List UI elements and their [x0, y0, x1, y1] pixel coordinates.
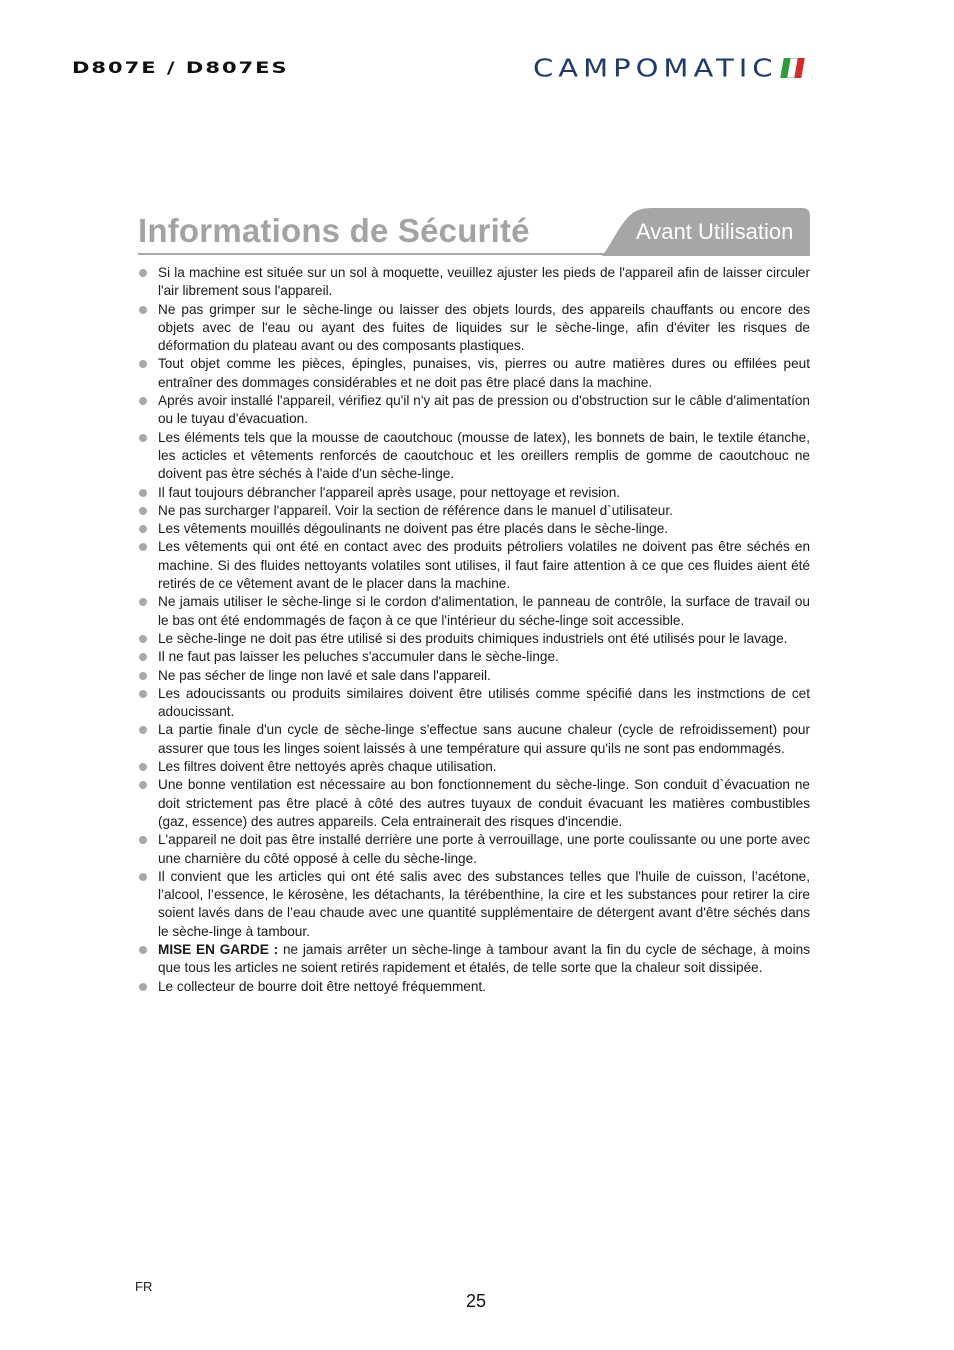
list-item	[138, 392, 810, 429]
list-item	[138, 484, 810, 502]
list-item-text: Ne pas surcharger l'appareil. Voir la section de référence dans le manuel d`utilisateur.	[158, 502, 673, 518]
model-number: D807E / D807ES	[72, 58, 289, 77]
bullet-icon	[139, 306, 147, 314]
bullet-icon	[139, 269, 147, 277]
bullet-icon	[139, 525, 147, 533]
list-item-text: Si la machine est située sur un sol à moquette, veuillez ajuster les pieds de l'appareil afin de laisser circuler l'air librement sous l'appareil.	[158, 265, 810, 299]
language-code: FR	[135, 1279, 153, 1294]
list-item-text: Le sèche-linge ne doit pas étre utilisé si des produits chimiques industriels ont été utilisés pour le lavage.	[158, 630, 788, 646]
warning-text: ne jamais arrêter un sèche-linge à tambour avant la fin du cycle de séchage, à moins que tous les articles ne soient retirés rapidement et étalés, de telle sorte que la chaleur soit dissipée.	[158, 941, 810, 976]
list-item-text: La partie finale d'un cycle de sèche-linge s'effectue sans aucune chaleur (cycle de refroidissement) pour assurer que tous les linges soient laissés à une température qui assure qu'ils ne sont pas endommagés.	[158, 722, 810, 756]
page-number: 25	[466, 1291, 487, 1311]
list-item	[138, 593, 810, 630]
warning-label: MISE EN GARDE :	[158, 941, 279, 957]
list-item-text: Les éléments tels que la mousse de caoutchouc (mousse de latex), les bonnets de bain, le textile étanche, les acticles et vêtements renforcés de caoutchouc et les oreillers remplis de gomme de caoutchouc ne doivent pas ètre séchés à l'aide d'un sèche-linge.	[158, 429, 810, 482]
warning-item	[138, 941, 810, 978]
section-title: Informations de Sécurité	[138, 212, 530, 249]
bullet-icon	[139, 598, 147, 606]
bullet-icon	[139, 836, 147, 844]
italian-flag-icon	[780, 58, 805, 78]
list-item-text: Les vêtements mouillés dégoulinants ne doivent pas étre placés dans le sèche-linge.	[158, 521, 669, 537]
list-item-text: Aprés avoir installé l'appareil, vérifiez qu'il n'y ait pas de pression ou d'obstruction sur le câble d'alimentatíon ou le tuyau d'évacuation.	[158, 393, 810, 427]
list-item	[138, 301, 810, 356]
list-item-text: Il convient que les articles qui ont été salis avec des substances telles que l'huile de cuisson, l’acétone, l’alcool, l’essence, le kérosène, les détachants, la térébenthine, la cire et les substances pour retirer la cire soient lavés dans de l’eau chaude avec une quantité supplémentaire de détergent avant d'être séchés dans le sèche-linge à tambour.	[158, 868, 810, 939]
list-item	[138, 264, 810, 301]
list-item-text: Ne pas grimper sur le sèche-linge ou laisser des objets lourds, des appareils chauffants ou encore des objets avec de l'eau ou ayant des fuites de liquides sur le sèche-linge, afin d'éviter les risques de déformation du plateau avant ou des composants plastiques.	[158, 301, 810, 354]
brand-name: CAMPOMATIC	[533, 53, 778, 83]
bullet-icon	[139, 397, 147, 405]
bullet-icon	[139, 781, 147, 789]
bullet-icon	[139, 653, 147, 661]
list-item-text: Les vêtements qui ont été en contact avec des produits pétroliers volatiles ne doivent pas être séchés en machine. Si des fluides nettoyants volatiles sont utilises, il faut faire attention à ce que ces fluides aient été retirés de ce vêtement avant de le placer dans la machine.	[158, 539, 810, 592]
bullet-icon	[139, 434, 147, 442]
list-item	[138, 520, 810, 538]
section-header	[138, 208, 810, 258]
section-tab-label: Avant Utilisation	[636, 219, 794, 244]
bullet-icon	[139, 635, 147, 643]
bullet-icon	[139, 543, 147, 551]
bullet-icon	[139, 726, 147, 734]
bullet-icon	[139, 507, 147, 515]
list-item-text: Ne pas sécher de linge non lavé et sale dans l'appareil.	[158, 667, 491, 683]
list-item-text: Les filtres doivent être nettoyés après chaque utilisation.	[158, 759, 497, 775]
list-item-text: Le collecteur de bourre doit être nettoyé fréquemment.	[158, 978, 486, 994]
bullet-icon	[139, 873, 147, 881]
bullet-icon	[139, 360, 147, 368]
list-item	[138, 502, 810, 520]
list-item-text: Tout objet comme les pièces, épingles, punaises, vis, pierres ou autre matières dures ou effilées peut entraîner des dommages considérables et ne doit pas être placé dans la machine.	[158, 356, 810, 390]
list-item-text: Il ne faut pas laisser les peluches s'accumuler dans le sèche-linge.	[158, 649, 559, 665]
list-item-text: Ne jamais utiliser le sèche-linge si le cordon d'alimentation, le panneau de contrôle, la surface de travail ou le bas ont été endommagés de façon à ce que l'intérieur du séche-linge soit accessible.	[158, 594, 810, 628]
list-item-text: Une bonne ventilation est nécessaire au bon fonctionnement du sèche-linge. Son conduit d`évacuation ne doit strictement pas être placé à côté des autres tuyaux de conduit évacuant les matières combustibles (gaz, essence) des autres appareils. Cela entrainerait des risques d'incendie.	[158, 777, 810, 829]
bullet-icon	[139, 983, 147, 991]
list-item	[138, 648, 810, 666]
list-item	[138, 978, 810, 996]
bullet-icon	[139, 763, 147, 771]
section-title-underline	[138, 253, 616, 255]
list-item-text: L'appareil ne doit pas être installé derrière une porte à verrouillage, une porte coulissante ou une porte avec une charnière du côté opposé à celle du sèche-linge.	[158, 832, 810, 866]
list-item	[138, 630, 810, 648]
list-item-text: Il faut toujours débrancher l'appareil après usage, pour nettoyage et revision.	[158, 484, 621, 500]
bullet-icon	[139, 489, 147, 497]
list-item	[138, 355, 810, 392]
list-item	[138, 721, 810, 758]
list-item	[138, 758, 810, 776]
list-item-text: Les adoucissants ou produits similaires doivent être utilisés comme spécifié dans les instmctions de cet adoucissant.	[158, 685, 810, 720]
bullet-icon	[139, 672, 147, 680]
list-item	[138, 776, 810, 831]
list-item	[138, 429, 810, 484]
bullet-icon	[139, 690, 147, 698]
list-item	[138, 868, 810, 941]
brand-logo	[533, 52, 803, 84]
list-item	[138, 685, 810, 722]
bullet-icon	[139, 946, 147, 954]
list-item	[138, 667, 810, 685]
safety-list	[138, 264, 810, 996]
list-item	[138, 831, 810, 868]
list-item	[138, 538, 810, 593]
